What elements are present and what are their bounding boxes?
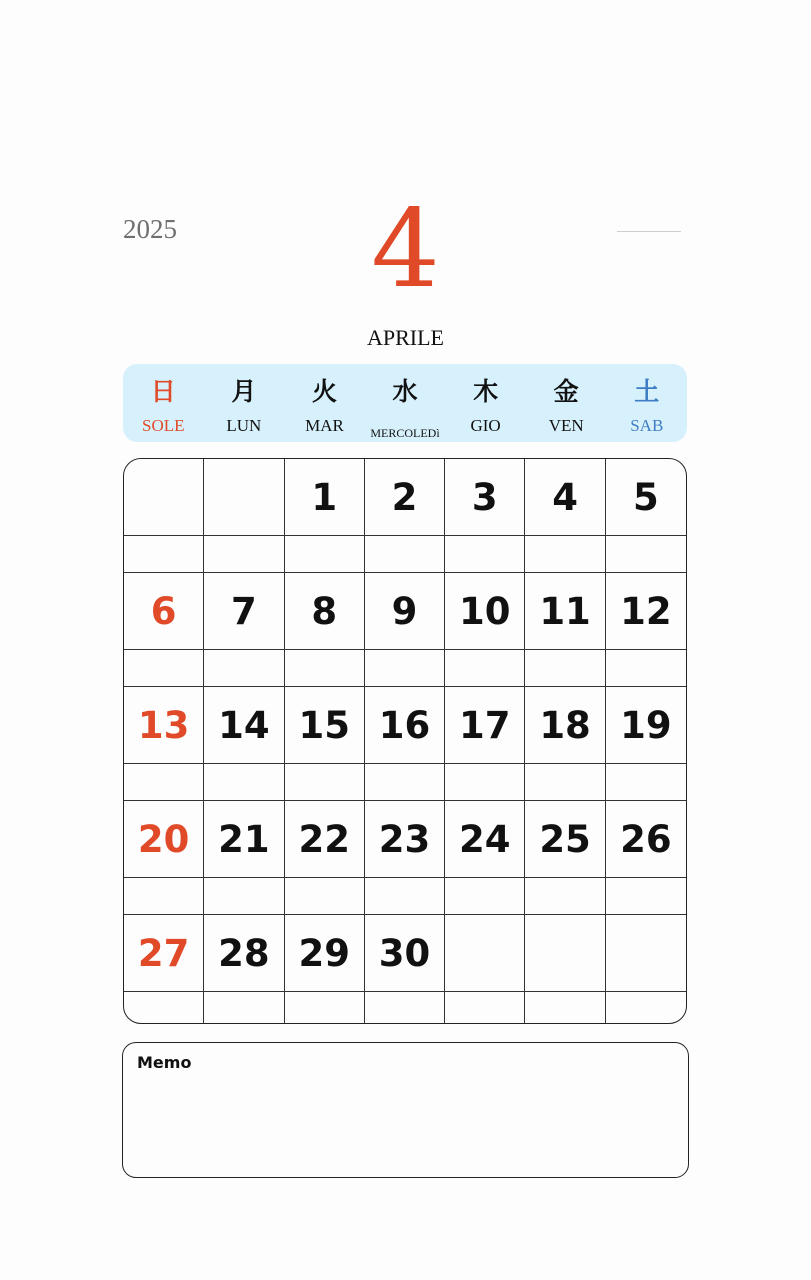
day-cell[interactable]: 10 <box>445 573 525 650</box>
day-cell[interactable] <box>606 915 686 992</box>
day-cell[interactable]: 14 <box>204 687 284 764</box>
weekday-label: SAB <box>630 416 664 435</box>
day-cell[interactable]: 8 <box>285 573 365 650</box>
note-cell[interactable] <box>124 650 204 687</box>
weekday-header <box>123 364 687 442</box>
note-cell[interactable] <box>525 992 605 1024</box>
day-cell[interactable]: 24 <box>445 801 525 878</box>
note-cell[interactable] <box>285 764 365 801</box>
day-cell[interactable]: 2 <box>365 459 445 536</box>
day-cell[interactable]: 12 <box>606 573 686 650</box>
day-cell[interactable]: 18 <box>525 687 605 764</box>
note-cell[interactable] <box>445 992 525 1024</box>
day-cell[interactable]: 16 <box>365 687 445 764</box>
note-cell[interactable] <box>365 992 445 1024</box>
note-cell[interactable] <box>285 536 365 573</box>
note-cell[interactable] <box>445 536 525 573</box>
weekday-kanji: 日 <box>150 377 176 406</box>
month-number: 4 <box>371 187 440 312</box>
day-cell[interactable]: 15 <box>285 687 365 764</box>
note-cell[interactable] <box>285 650 365 687</box>
weekday-label: MERCOLEDì <box>370 426 440 440</box>
day-cell[interactable]: 30 <box>365 915 445 992</box>
note-cell[interactable] <box>445 764 525 801</box>
note-cell[interactable] <box>445 650 525 687</box>
note-cell[interactable] <box>124 878 204 915</box>
day-cell[interactable]: 17 <box>445 687 525 764</box>
weekday-kanji: 金 <box>553 377 579 406</box>
day-cell[interactable]: 26 <box>606 801 686 878</box>
day-cell[interactable]: 28 <box>204 915 284 992</box>
day-cell[interactable]: 11 <box>525 573 605 650</box>
day-cell[interactable]: 20 <box>124 801 204 878</box>
note-cell[interactable] <box>365 878 445 915</box>
day-cell[interactable]: 29 <box>285 915 365 992</box>
day-cell[interactable]: 6 <box>124 573 204 650</box>
weekday-tuesday <box>284 364 365 442</box>
day-cell[interactable]: 3 <box>445 459 525 536</box>
note-cell[interactable] <box>606 536 686 573</box>
day-cell[interactable]: 23 <box>365 801 445 878</box>
note-cell[interactable] <box>365 536 445 573</box>
weekday-sunday <box>123 364 204 442</box>
note-cell[interactable] <box>124 536 204 573</box>
day-cell[interactable]: 25 <box>525 801 605 878</box>
day-cell[interactable] <box>124 459 204 536</box>
day-cell[interactable]: 5 <box>606 459 686 536</box>
weekday-thursday <box>445 364 526 442</box>
note-cell[interactable] <box>204 764 284 801</box>
note-cell[interactable] <box>204 536 284 573</box>
note-cell[interactable] <box>525 878 605 915</box>
note-cell[interactable] <box>285 878 365 915</box>
weekday-label: GIO <box>470 416 501 435</box>
note-cell[interactable] <box>445 878 525 915</box>
note-cell[interactable] <box>204 878 284 915</box>
weekday-kanji: 火 <box>311 377 337 406</box>
weekday-label: MAR <box>305 416 344 435</box>
memo-box[interactable] <box>122 1042 689 1178</box>
weekday-saturday <box>606 364 687 442</box>
weekday-kanji: 月 <box>231 377 257 406</box>
note-cell[interactable] <box>124 992 204 1024</box>
weekday-label: SOLE <box>142 416 185 435</box>
note-cell[interactable] <box>124 764 204 801</box>
day-cell[interactable]: 22 <box>285 801 365 878</box>
day-cell[interactable]: 1 <box>285 459 365 536</box>
day-cell[interactable] <box>204 459 284 536</box>
weekday-friday <box>526 364 607 442</box>
note-cell[interactable] <box>606 992 686 1024</box>
note-cell[interactable] <box>365 764 445 801</box>
note-cell[interactable] <box>525 650 605 687</box>
note-cell[interactable] <box>365 650 445 687</box>
note-cell[interactable] <box>285 992 365 1024</box>
note-cell[interactable] <box>606 650 686 687</box>
note-cell[interactable] <box>525 764 605 801</box>
note-cell[interactable] <box>525 536 605 573</box>
memo-label: Memo <box>137 1053 192 1072</box>
note-cell[interactable] <box>204 650 284 687</box>
note-cell[interactable] <box>204 992 284 1024</box>
day-cell[interactable]: 7 <box>204 573 284 650</box>
day-cell[interactable]: 13 <box>124 687 204 764</box>
note-cell[interactable] <box>606 764 686 801</box>
weekday-wednesday <box>365 364 446 442</box>
year-label: 2025 <box>123 214 177 244</box>
day-cell[interactable]: 9 <box>365 573 445 650</box>
month-name: APRILE <box>367 325 444 350</box>
weekday-label: LUN <box>226 416 262 435</box>
weekday-kanji: 土 <box>634 377 660 406</box>
day-cell[interactable] <box>445 915 525 992</box>
weekday-label: VEN <box>548 416 584 435</box>
day-cell[interactable]: 4 <box>525 459 605 536</box>
weekday-kanji: 水 <box>392 377 418 406</box>
note-cell[interactable] <box>606 878 686 915</box>
day-cell[interactable] <box>525 915 605 992</box>
weekday-monday <box>204 364 285 442</box>
calendar-grid <box>123 458 687 1024</box>
day-cell[interactable]: 21 <box>204 801 284 878</box>
day-cell[interactable]: 27 <box>124 915 204 992</box>
day-cell[interactable]: 19 <box>606 687 686 764</box>
weekday-kanji: 木 <box>473 377 499 406</box>
